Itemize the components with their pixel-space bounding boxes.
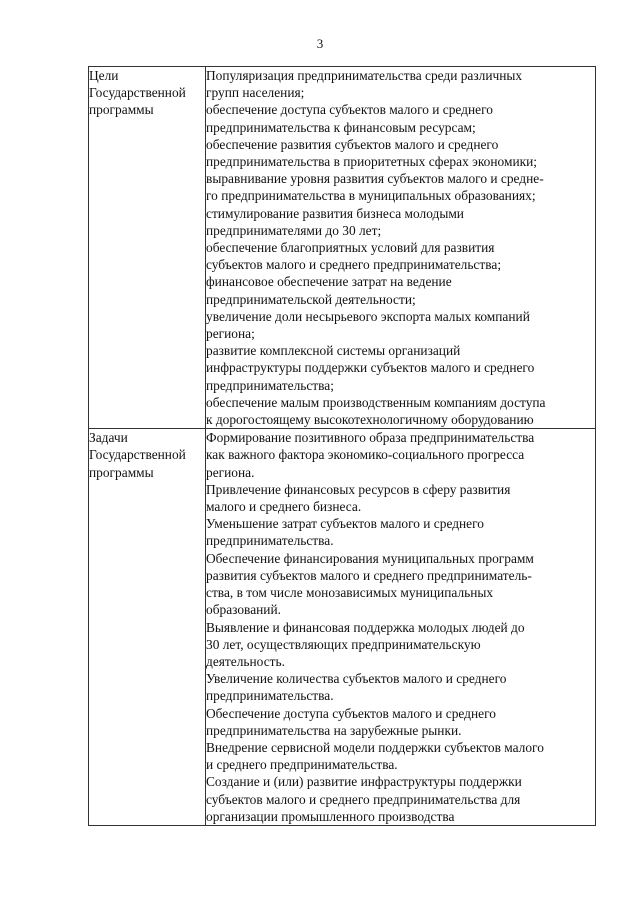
row-content-line: обеспечение благоприятных условий для развития	[206, 240, 495, 256]
row-content-line: Создание и (или) развитие инфраструктуры поддержки	[206, 774, 522, 790]
row-content-line: предпринимательской деятельности;	[206, 291, 416, 307]
row-content-line: субъектов малого и среднего предпринимательства для	[206, 791, 521, 807]
row-content-line: Уменьшение затрат субъектов малого и среднего	[206, 516, 484, 532]
row-label-line: Задачи	[89, 430, 128, 446]
row-content-line: предпринимательства к финансовым ресурсам;	[206, 119, 476, 135]
table-row-goals	[89, 67, 596, 429]
row-content-line: го предпринимательства в муниципальных образованиях;	[206, 188, 536, 204]
row-content-cell	[206, 429, 596, 826]
row-content-line: развития субъектов малого и среднего предприниматель-	[206, 567, 532, 583]
row-content-line: Увеличение количества субъектов малого и среднего	[206, 671, 507, 687]
row-content-line: региона;	[206, 326, 255, 342]
row-content-line: обеспечение развития субъектов малого и среднего	[206, 136, 499, 152]
row-content-line: Популяризация предпринимательства среди различных	[206, 68, 523, 83]
row-label-cell	[89, 429, 206, 826]
row-content-line: предпринимательства.	[206, 533, 334, 549]
row-content-line: Выявление и финансовая поддержка молодых людей до	[206, 619, 525, 635]
row-content-line: как важного фактора экономико-социального прогресса	[206, 447, 525, 463]
row-content-line: 30 лет, осуществляющих предпринимательскую	[206, 636, 481, 652]
row-content-line: обеспечение доступа субъектов малого и среднего	[206, 102, 493, 118]
row-content-line: развитие комплексной системы организаций	[206, 343, 461, 359]
row-content-line: увеличение доли несырьевого экспорта малых компаний	[206, 308, 530, 324]
row-label-line: Государственной	[89, 447, 186, 463]
row-content-cell	[206, 67, 596, 429]
row-content-line: стимулирование развития бизнеса молодыми	[206, 205, 464, 221]
row-content-line: и среднего предпринимательства.	[206, 757, 398, 773]
row-content-line: ства, в том числе монозависимых муниципальных	[206, 585, 494, 601]
row-content-line: малого и среднего бизнеса.	[206, 499, 362, 515]
row-content-line: региона.	[206, 464, 255, 480]
row-content-line: Формирование позитивного образа предпринимательства	[206, 430, 535, 446]
row-content-line: деятельность.	[206, 653, 285, 669]
row-content-line: образований.	[206, 602, 281, 618]
page-number: 3	[316, 36, 324, 51]
table-row-tasks	[89, 429, 596, 826]
row-content-line: Обеспечение доступа субъектов малого и среднего	[206, 705, 496, 721]
row-content-line: организации промышленного производства	[206, 808, 455, 824]
row-content-line: групп населения;	[206, 85, 305, 101]
row-content-line: Обеспечение финансирования муниципальных программ	[206, 550, 534, 566]
row-label-line: Государственной	[89, 85, 186, 101]
row-content-line: финансовое обеспечение затрат на ведение	[206, 274, 452, 290]
row-content-line: субъектов малого и среднего предпринимательства;	[206, 257, 502, 273]
row-content-line: обеспечение малым производственным компаниям доступа	[206, 394, 546, 410]
row-content-line: предпринимательства;	[206, 377, 334, 393]
row-content-line: предпринимателями до 30 лет;	[206, 222, 382, 238]
row-content-line: предпринимательства в приоритетных сферах экономики;	[206, 154, 538, 170]
row-content-line: инфраструктуры поддержки субъектов малого и среднего	[206, 360, 535, 376]
row-label-cell	[89, 67, 206, 429]
program-passport-table	[88, 66, 596, 826]
row-label-line: программы	[89, 102, 154, 118]
row-content-line: Внедрение сервисной модели поддержки субъектов малого	[206, 739, 544, 755]
row-content-line: предпринимательства.	[206, 688, 334, 704]
row-content-line: выравнивание уровня развития субъектов малого и средне-	[206, 171, 544, 187]
row-content-line: к дорогостоящему высокотехнологичному оборудованию	[206, 412, 534, 428]
row-content-line: предпринимательства на зарубежные рынки.	[206, 722, 462, 738]
row-content-line: Привлечение финансовых ресурсов в сферу развития	[206, 481, 511, 497]
table-body	[89, 67, 596, 826]
row-label-line: Цели	[89, 68, 119, 83]
row-label-line: программы	[89, 464, 154, 480]
